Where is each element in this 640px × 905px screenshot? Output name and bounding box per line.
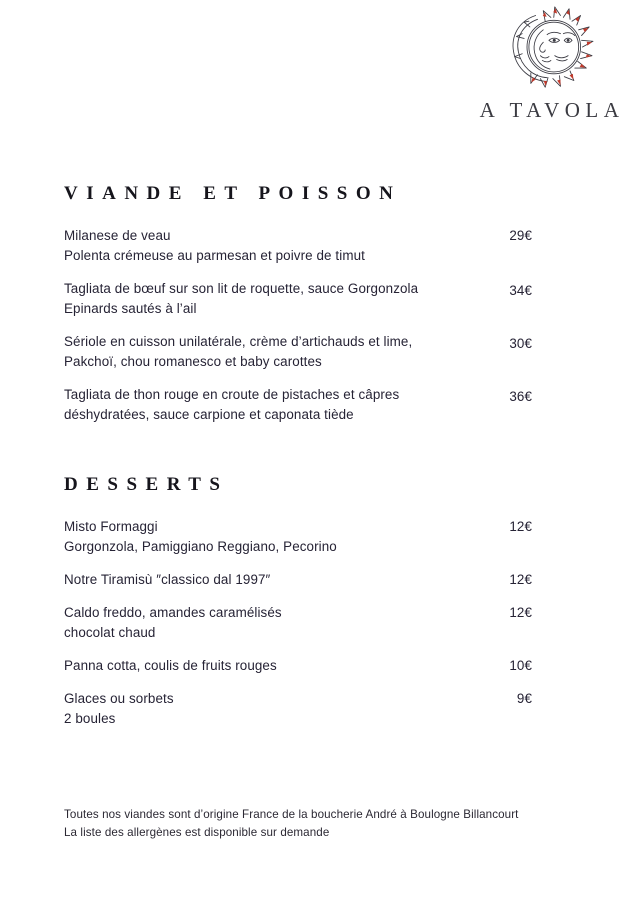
brand-header (458, 4, 640, 123)
menu-item-text (64, 689, 474, 729)
section-title-desserts: DESSERTS (64, 474, 229, 495)
sun-moon-face-icon (501, 4, 597, 92)
menu-item-description: chocolat chaud (64, 625, 156, 640)
section-viande-et-poisson (64, 183, 532, 425)
menu-item-name: Notre Tiramisù ″classico dal 1997″ (64, 572, 271, 587)
section-desserts (64, 474, 532, 729)
menu-item[interactable] (64, 279, 532, 319)
menu-item[interactable] (64, 226, 532, 266)
menu-item[interactable] (64, 332, 532, 372)
menu-footer (64, 806, 564, 842)
menu-item-text (64, 656, 474, 676)
menu-item-price: 12€ (509, 572, 532, 587)
menu-item[interactable] (64, 603, 532, 643)
menu-item-price: 34€ (509, 283, 532, 298)
menu-item-price: 10€ (509, 658, 532, 673)
brand-wordmark: A TAVOLA (479, 98, 625, 122)
menu-item-name: Tagliata de thon rouge en croute de pistaches et câpres (64, 387, 400, 402)
menu-item-price: 12€ (509, 519, 532, 534)
menu-item-description: déshydratées, sauce carpione et caponata tiède (64, 407, 354, 422)
menu-item[interactable] (64, 517, 532, 557)
menu-item[interactable] (64, 385, 532, 425)
menu-item-text (64, 279, 474, 319)
menu-item-text (64, 385, 474, 425)
menu-item-name: Sériole en cuisson unilatérale, crème d’artichauds et lime, (64, 334, 413, 349)
menu-item-price: 9€ (516, 691, 532, 706)
footer-allergen-note: La liste des allergènes est disponible sur demande (64, 826, 330, 839)
menu-item-text (64, 332, 474, 372)
menu-item-description: Polenta crémeuse au parmesan et poivre de timut (64, 248, 365, 263)
menu-item-price: 12€ (509, 605, 532, 620)
menu-item-description: 2 boules (64, 711, 116, 726)
menu-item-price: 29€ (509, 228, 532, 243)
menu-item-price: 30€ (509, 336, 532, 351)
menu-item[interactable] (64, 689, 532, 729)
menu-item-name: Misto Formaggi (64, 519, 158, 534)
menu-item-description: Epinards sautés à l’ail (64, 301, 197, 316)
menu-item-name: Panna cotta, coulis de fruits rouges (64, 658, 277, 673)
menu-item-name: Glaces ou sorbets (64, 691, 174, 706)
menu-item[interactable] (64, 656, 532, 676)
menu-item-name: Caldo freddo, amandes caramélisés (64, 605, 282, 620)
menu-item-text (64, 570, 474, 590)
menu-item-text (64, 517, 474, 557)
menu-item-description: Gorgonzola, Pamiggiano Reggiano, Pecorino (64, 539, 337, 554)
menu-item-name: Tagliata de bœuf sur son lit de roquette, sauce Gorgonzola (64, 281, 419, 296)
footer-meat-origin-note: Toutes nos viandes sont d’origine France de la boucherie André à Boulogne Billancourt (64, 808, 519, 821)
menu-item-text (64, 226, 474, 266)
menu-item-name: Milanese de veau (64, 228, 171, 243)
menu-item-text (64, 603, 474, 643)
menu-item[interactable] (64, 570, 532, 590)
menu-item-price: 36€ (509, 389, 532, 404)
section-title-viande-et-poisson: VIANDE ET POISSON (64, 183, 402, 204)
menu-item-description: Pakchoï, chou romanesco et baby carottes (64, 354, 322, 369)
